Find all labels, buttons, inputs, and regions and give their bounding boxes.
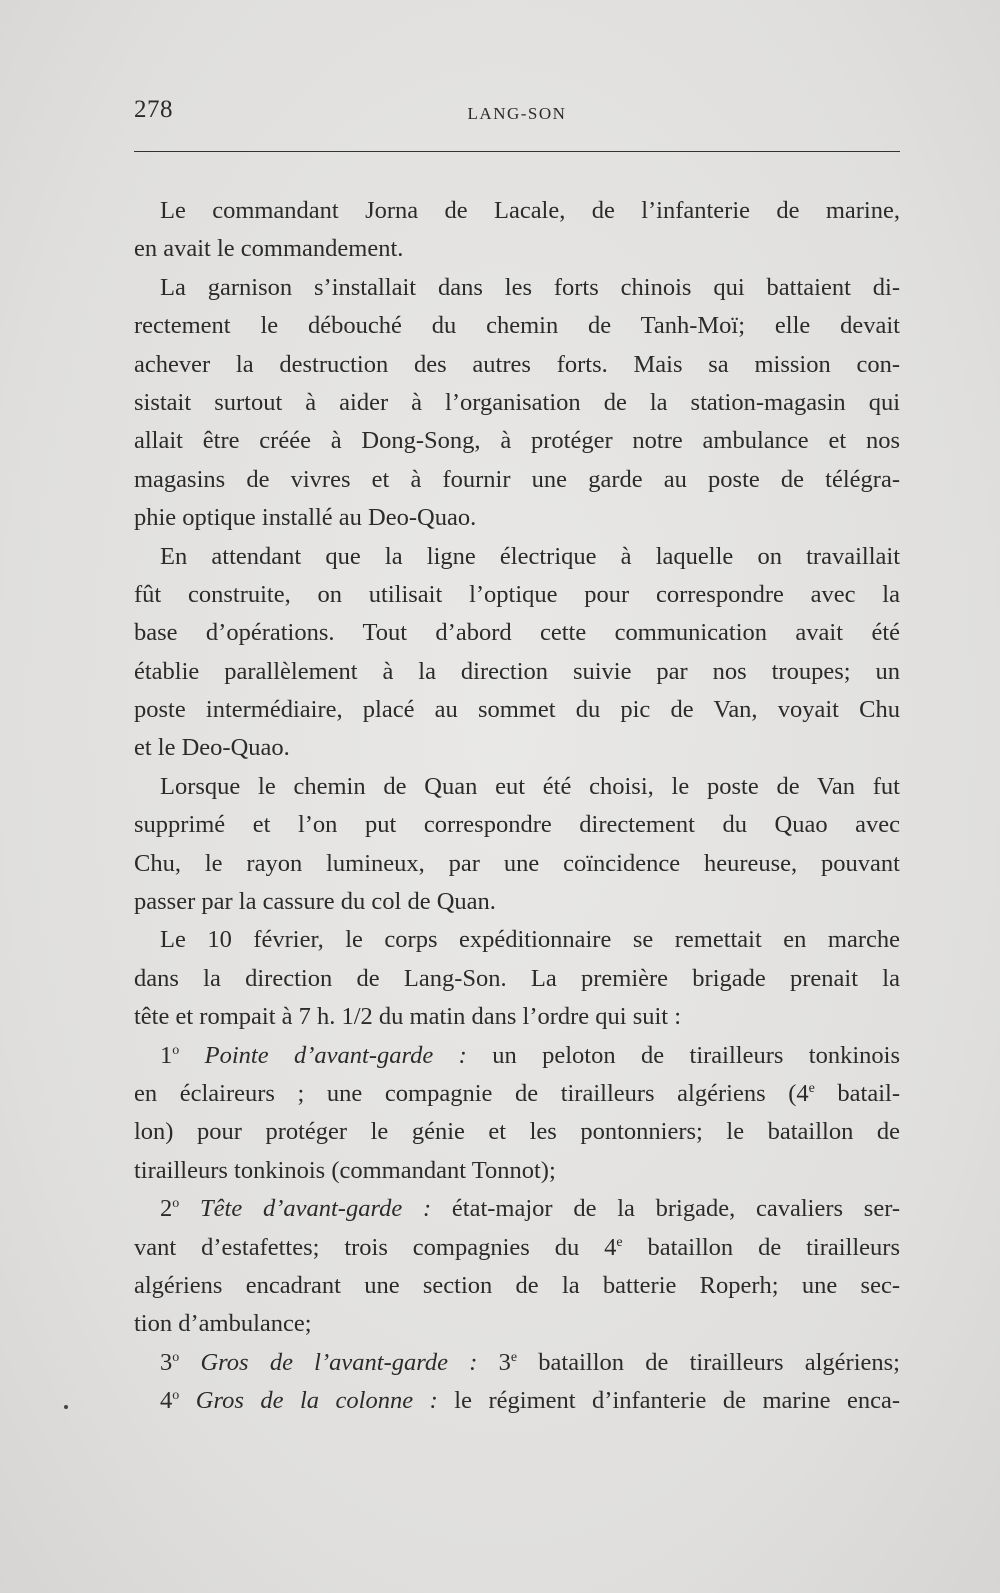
- list-item-1-line-2: en éclaireurs ; une compagnie de tirailleurs algériens (4e batail-: [134, 1079, 900, 1107]
- text-line: fût construite, on utilisait l’optique pour correspondre avec la: [134, 580, 900, 608]
- header-rule: [134, 151, 900, 152]
- text-line: passer par la cassure du col de Quan.: [134, 888, 496, 916]
- list-item-heading: Tête d’avant-garde :: [200, 1195, 432, 1223]
- list-item-2-line-2: vant d’estafettes; trois compagnies du 4e bataillon de tirailleurs: [134, 1233, 900, 1261]
- text-line: allait être créée à Dong-Song, à protéger notre ambulance et nos: [134, 427, 900, 455]
- text-line: Lorsque le chemin de Quan eut été choisi, le poste de Van fut: [160, 772, 900, 800]
- text-line: sistait surtout à aider à l’organisation de la station-magasin qui: [134, 388, 900, 416]
- text-line: Chu, le rayon lumineux, par une coïncidence heureuse, pouvant: [134, 849, 900, 877]
- text-line: poste intermédiaire, placé au sommet du pic de Van, voyait Chu: [134, 696, 900, 724]
- list-item-1-line-1: 1$^o$ Pointe d’avant-garde : un peloton de tirailleurs tonkinois: [160, 1041, 901, 1069]
- running-title: LANG-SON: [467, 104, 567, 123]
- prose-block: [134, 192, 900, 1037]
- text-line: phie optique installé au Deo-Quao.: [134, 504, 477, 532]
- text-line: achever la destruction des autres forts. Mais sa mission con-: [134, 350, 900, 378]
- text-line: en avait le commandement.: [134, 235, 404, 263]
- page-body: [134, 192, 900, 1421]
- list-item-heading: Gros de l’avant-garde :: [200, 1348, 478, 1376]
- list-item-4-line-1: 4$^o$ Gros de la colonne : le régiment d’infanterie de marine enca-: [160, 1387, 901, 1415]
- text-line: dans la direction de Lang-Son. La première brigade prenait la: [134, 964, 900, 992]
- list-item-heading: Gros de la colonne :: [195, 1387, 438, 1415]
- text-line: tête et rompait à 7 h. 1/2 du matin dans l’ordre qui suit :: [134, 1003, 682, 1031]
- list-item-2-line-1: 2$^o$ Tête d’avant-garde : état-major de la brigade, cavaliers ser-: [160, 1195, 901, 1223]
- list-item-1-line-4: tirailleurs tonkinois (commandant Tonnot);: [134, 1156, 556, 1184]
- text-line: et le Deo-Quao.: [134, 734, 290, 762]
- text-line: base d’opérations. Tout d’abord cette communication avait été: [134, 619, 900, 647]
- text-line: Le commandant Jorna de Lacale, de l’infanterie de marine,: [160, 197, 900, 224]
- page-header: [134, 96, 900, 132]
- text-line: supprimé et l’on put correspondre directement du Quao avec: [134, 811, 900, 839]
- text-line: En attendant que la ligne électrique à laquelle on travaillait: [160, 542, 900, 570]
- text-line: Le 10 février, le corps expéditionnaire se remettait en marche: [160, 926, 900, 954]
- margin-speck: [64, 1405, 68, 1409]
- text-line: magasins de vivres et à fournir une garde au poste de télégra-: [134, 465, 900, 493]
- list-item-3-line-1: 3$^o$ Gros de l’avant-garde : 3e bataillon de tirailleurs algériens;: [160, 1348, 900, 1376]
- list-item-heading: Pointe d’avant-garde :: [204, 1041, 467, 1069]
- text-line: établie parallèlement à la direction suivie par nos troupes; un: [134, 657, 900, 685]
- page-number: 278: [134, 96, 173, 123]
- list-item-1-line-3: lon) pour protéger le génie et les pontonniers; le bataillon de: [134, 1118, 900, 1146]
- list-item-2-line-4: tion d’ambulance;: [134, 1310, 312, 1338]
- list-item-2-line-3: algériens encadrant une section de la batterie Roperh; une sec-: [134, 1271, 900, 1299]
- text-line: rectement le débouché du chemin de Tanh-Moï; elle devait: [134, 312, 900, 340]
- text-line: La garnison s’installait dans les forts chinois qui battaient di-: [160, 273, 900, 301]
